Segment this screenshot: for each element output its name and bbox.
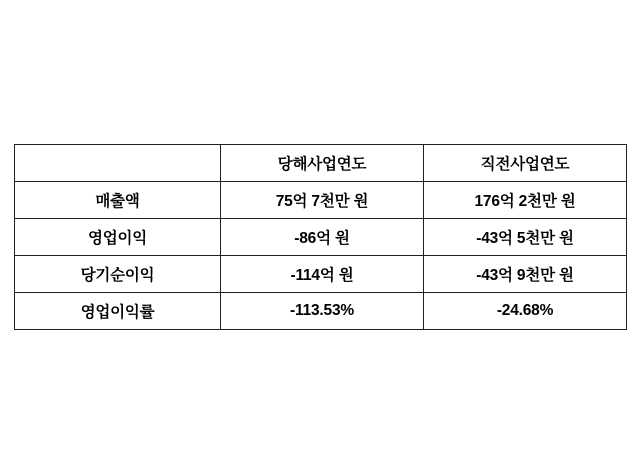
cell-operating-profit-current: -86억 원 [221, 219, 424, 256]
cell-operating-margin-previous: -24.68% [424, 293, 627, 330]
row-label-revenue: 매출액 [15, 182, 221, 219]
cell-net-income-current: -114억 원 [221, 256, 424, 293]
row-label-operating-margin: 영업이익률 [15, 293, 221, 330]
financial-summary-table [14, 144, 627, 330]
table-corner-cell [15, 145, 221, 182]
column-header-current-year: 당해사업연도 [221, 145, 424, 182]
table-row [15, 256, 627, 293]
table-row [15, 293, 627, 330]
table-row [15, 219, 627, 256]
cell-net-income-previous: -43억 9천만 원 [424, 256, 627, 293]
table-header-row [15, 145, 627, 182]
table-row [15, 182, 627, 219]
cell-revenue-previous: 176억 2천만 원 [424, 182, 627, 219]
financial-table-container [14, 144, 626, 330]
cell-operating-margin-current: -113.53% [221, 293, 424, 330]
column-header-previous-year: 직전사업연도 [424, 145, 627, 182]
row-label-net-income: 당기순이익 [15, 256, 221, 293]
cell-operating-profit-previous: -43억 5천만 원 [424, 219, 627, 256]
row-label-operating-profit: 영업이익 [15, 219, 221, 256]
cell-revenue-current: 75억 7천만 원 [221, 182, 424, 219]
